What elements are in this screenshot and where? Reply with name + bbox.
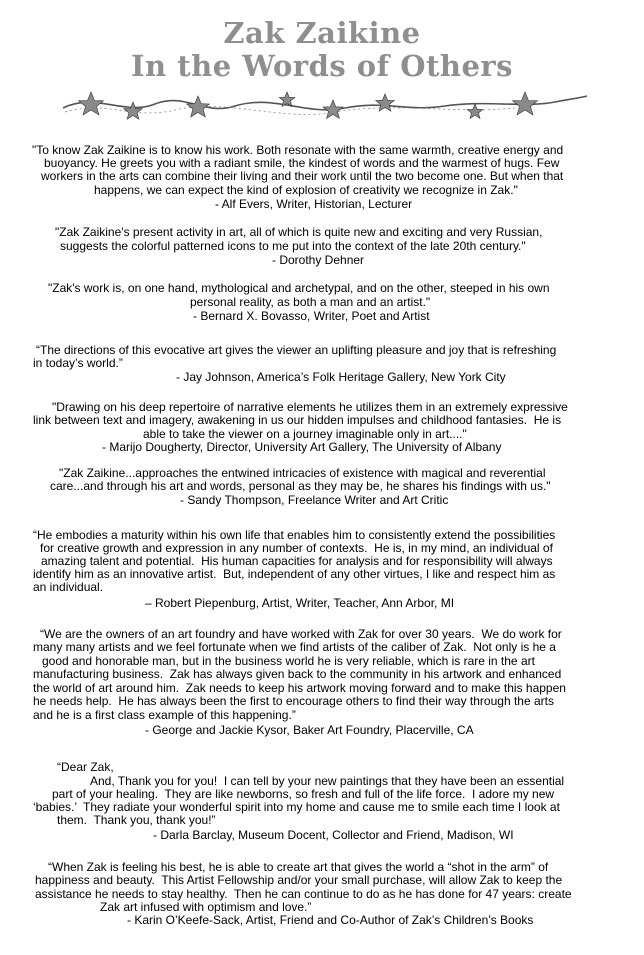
quote-line: amazing talent and potential. His human capacities for analysis and for responsibility will always bbox=[41, 554, 553, 568]
quote-line: many many artists and we feel fortunate when we find artists of the caliber of Zak. Not only is he a bbox=[33, 640, 556, 654]
quote-line: “When Zak is feeling his best, he is able to create art that gives the world a “shot in the arm” of bbox=[48, 860, 549, 874]
quote-line: "To know Zak Zaikine is to know his work. Both resonate with the same warmth, creative energy and bbox=[32, 143, 564, 157]
page-subtitle: In the Words of Others bbox=[130, 49, 513, 83]
quote-line: part of your healing. They are like newborns, so fresh and full of the life force. I adore my new bbox=[52, 787, 555, 801]
quote-line: “The directions of this evocative art gives the viewer an uplifting pleasure and joy that is refreshing bbox=[36, 343, 557, 357]
quote-line: an individual. bbox=[33, 580, 104, 594]
quote-line: suggests the colorful patterned icons to me put into the context of the late 20th century." bbox=[60, 239, 526, 253]
stars-garland-icon bbox=[55, 86, 595, 126]
quote-attribution: - George and Jackie Kysor, Baker Art Foundry, Placerville, CA bbox=[145, 723, 474, 737]
quote-line: in today’s world.” bbox=[33, 356, 123, 370]
quote-line: And, Thank you for you! I can tell by your new paintings that they have been an essential bbox=[90, 774, 565, 788]
quote-line: ‘babies.’ They radiate your wonderful spirit into my home and cause me to smile each time I look at bbox=[33, 800, 560, 814]
quote-line: happens, we can expect the kind of explosion of creativity we recognize in Zak." bbox=[94, 183, 518, 197]
quote-line: link between text and imagery, awakening in us our hidden impulses and childhood fantasies. He is bbox=[33, 413, 562, 427]
quote-line: “We are the owners of an art foundry and have worked with Zak for over 30 years. We do work for bbox=[40, 627, 562, 641]
quote-line: happiness and beauty. This Artist Fellowship and/or your small purchase, will allow Zak to keep the bbox=[35, 873, 563, 887]
quote-attribution: - Karin O’Keefe-Sack, Artist, Friend and Co-Author of Zak’s Children’s Books bbox=[127, 913, 534, 927]
quote-line: them. Thank you, thank you!” bbox=[57, 813, 216, 827]
quote-line: "Zak Zaikine's present activity in art, all of which is quite new and exciting and very Russian, bbox=[55, 225, 543, 239]
quote-attribution: - Sandy Thompson, Freelance Writer and Art Critic bbox=[180, 493, 449, 507]
quote-line: and he is a first class example of this happening.” bbox=[33, 708, 296, 722]
page-title: Zak Zaikine bbox=[223, 16, 421, 50]
quote-line: "Zak Zaikine...approaches the entwined intricacies of existence with magical and reverential bbox=[59, 466, 546, 480]
quote-line: for creative growth and expression in any number of contexts. He is, in my mind, an individual of bbox=[40, 541, 553, 555]
quote-line: personal reality, as both a man and an artist." bbox=[190, 295, 431, 309]
quote-attribution: - Dorothy Dehner bbox=[272, 253, 365, 267]
quote-attribution: - Alf Evers, Writer, Historian, Lecturer bbox=[215, 197, 413, 211]
quote-line: Zak art infused with optimism and love.” bbox=[100, 900, 312, 914]
quote-line: “He embodies a maturity within his own life that enables him to consistently extend the possibilities bbox=[33, 528, 556, 542]
quote-line: good and honorable man, but in the business world he is very reliable, which is rare in the art bbox=[42, 654, 535, 668]
quote-line: care...and through his art and words, personal as they may be, he shares his findings with us." bbox=[50, 479, 551, 493]
quote-line: "Drawing on his deep repertoire of narrative elements he utilizes them in an extremely expressive bbox=[52, 400, 568, 414]
quote-line: manufacturing business. Zak has always given back to the community in his artwork and enhanced bbox=[33, 667, 562, 681]
quote-line: workers in the arts can combine their living and their work until the two become one. But when that bbox=[41, 169, 564, 183]
quote-line: he needs help. He has always been the first to encourage others to find their way through the arts bbox=[33, 694, 554, 708]
quote-attribution: - Darla Barclay, Museum Docent, Collector and Friend, Madison, WI bbox=[153, 828, 514, 842]
quote-line: able to take the viewer on a journey imaginable only in art...." bbox=[143, 427, 467, 441]
quote-attribution: - Jay Johnson, America’s Folk Heritage Gallery, New York City bbox=[176, 370, 506, 384]
quote-attribution: - Marijo Dougherty, Director, University Art Gallery, The University of Albany bbox=[102, 440, 502, 454]
quote-line: "Zak's work is, on one hand, mythological and archetypal, and on the other, steeped in his own bbox=[48, 281, 550, 295]
quote-line: assistance he needs to stay healthy. Then he can continue to do as he has done for 47 years: create bbox=[35, 887, 572, 901]
quote-line: identify him as an innovative artist. But, independent of any other virtues, I like and respect him as bbox=[33, 567, 556, 581]
quote-attribution: – Robert Piepenburg, Artist, Writer, Teacher, Ann Arbor, MI bbox=[145, 596, 455, 610]
quote-attribution: - Bernard X. Bovasso, Writer, Poet and Artist bbox=[193, 309, 430, 323]
quote-line: the world of art around him. Zak needs to keep his artwork moving forward and to make this happen bbox=[33, 681, 566, 695]
quote-line: “Dear Zak, bbox=[57, 760, 114, 774]
quote-line: buoyancy. He greets you with a radiant smile, the kindest of words and the warmest of hugs. Few bbox=[44, 156, 560, 170]
